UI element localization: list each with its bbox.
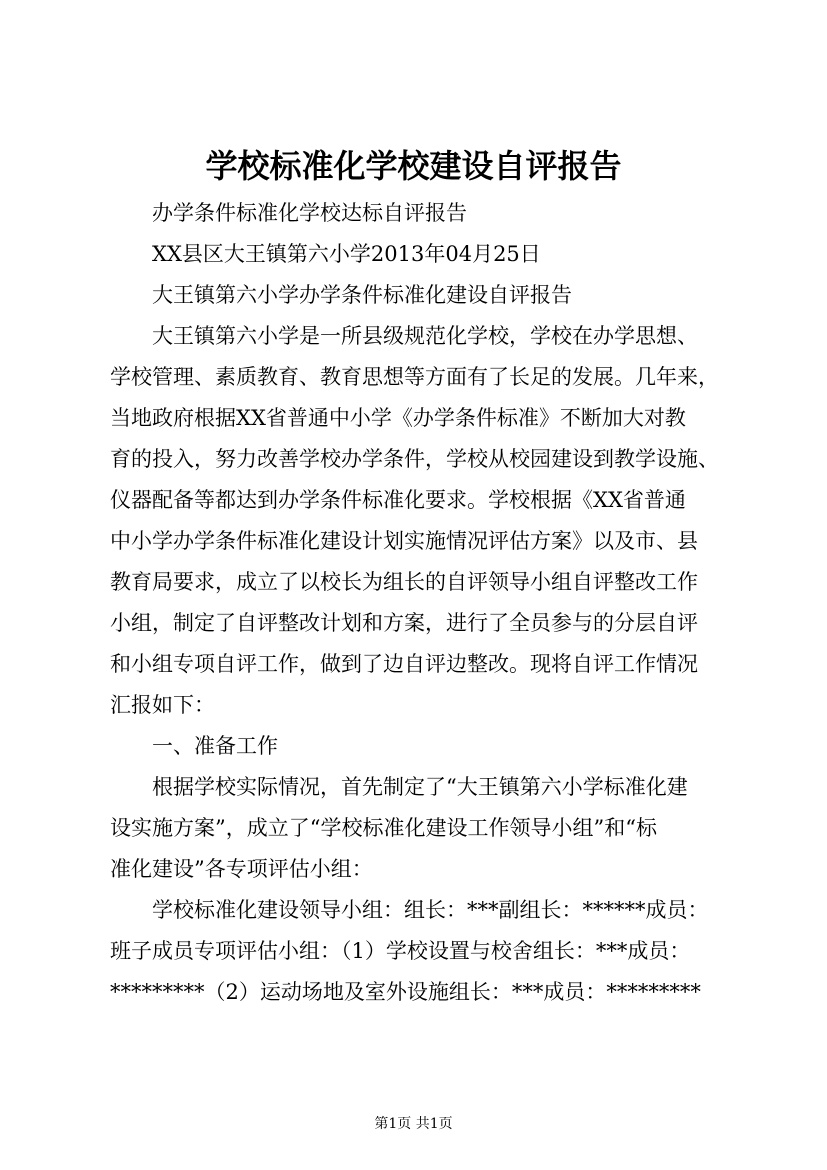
body-line: 班子成员专项评估小组：（1）学校设置与校舍组长：***成员： [110,939,691,963]
body-line: 根据学校实际情况，首先制定了“大王镇第六小学标准化建 [110,775,688,799]
body-line: 小组，制定了自评整改计划和方案，进行了全员参与的分层自评 [110,611,698,635]
body-line: 和小组专项自评工作，做到了边自评边整改。现将自评工作情况 [110,652,698,676]
page-number-footer: 第1页 共1页 [374,1116,453,1132]
body-line: 学校管理、素质教育、教育思想等方面有了长足的发展。几年来， [110,365,719,389]
body-line: 育的投入，努力改善学校办学条件，学校从校园建设到教学设施、 [110,447,719,471]
body-line: 学校标准化建设领导小组：组长：***副组长：******成员： [110,898,709,922]
body-line: 仪器配备等都达到办学条件标准化要求。学校根据《XX省普通 [110,488,686,512]
body-line: 设实施方案”，成立了“学校标准化建设工作领导小组”和“标 [110,816,657,840]
body-line: 当地政府根据XX省普通中小学《办学条件标准》不断加大对教 [110,406,686,430]
body-line: 办学条件标准化学校达标自评报告 [110,201,467,225]
document-title: 学校标准化学校建设自评报告 [205,147,622,185]
section-heading: 一、准备工作 [110,734,278,758]
body-line: XX县区大王镇第六小学2013年04月25日 [110,242,541,266]
body-line: 汇报如下： [110,693,215,717]
body-line: 大王镇第六小学办学条件标准化建设自评报告 [110,283,572,307]
body-line: 大王镇第六小学是一所县级规范化学校，学校在办学思想、 [110,324,698,348]
body-line: 中小学办学条件标准化建设计划实施情况评估方案》以及市、县 [110,529,698,553]
body-line: 教育局要求，成立了以校长为组长的自评领导小组自评整改工作 [110,570,698,594]
body-line: 准化建设”各专项评估小组： [110,857,373,881]
body-line: *********（2）运动场地及室外设施组长：***成员：********* [110,980,701,1004]
document-body [110,193,730,1013]
